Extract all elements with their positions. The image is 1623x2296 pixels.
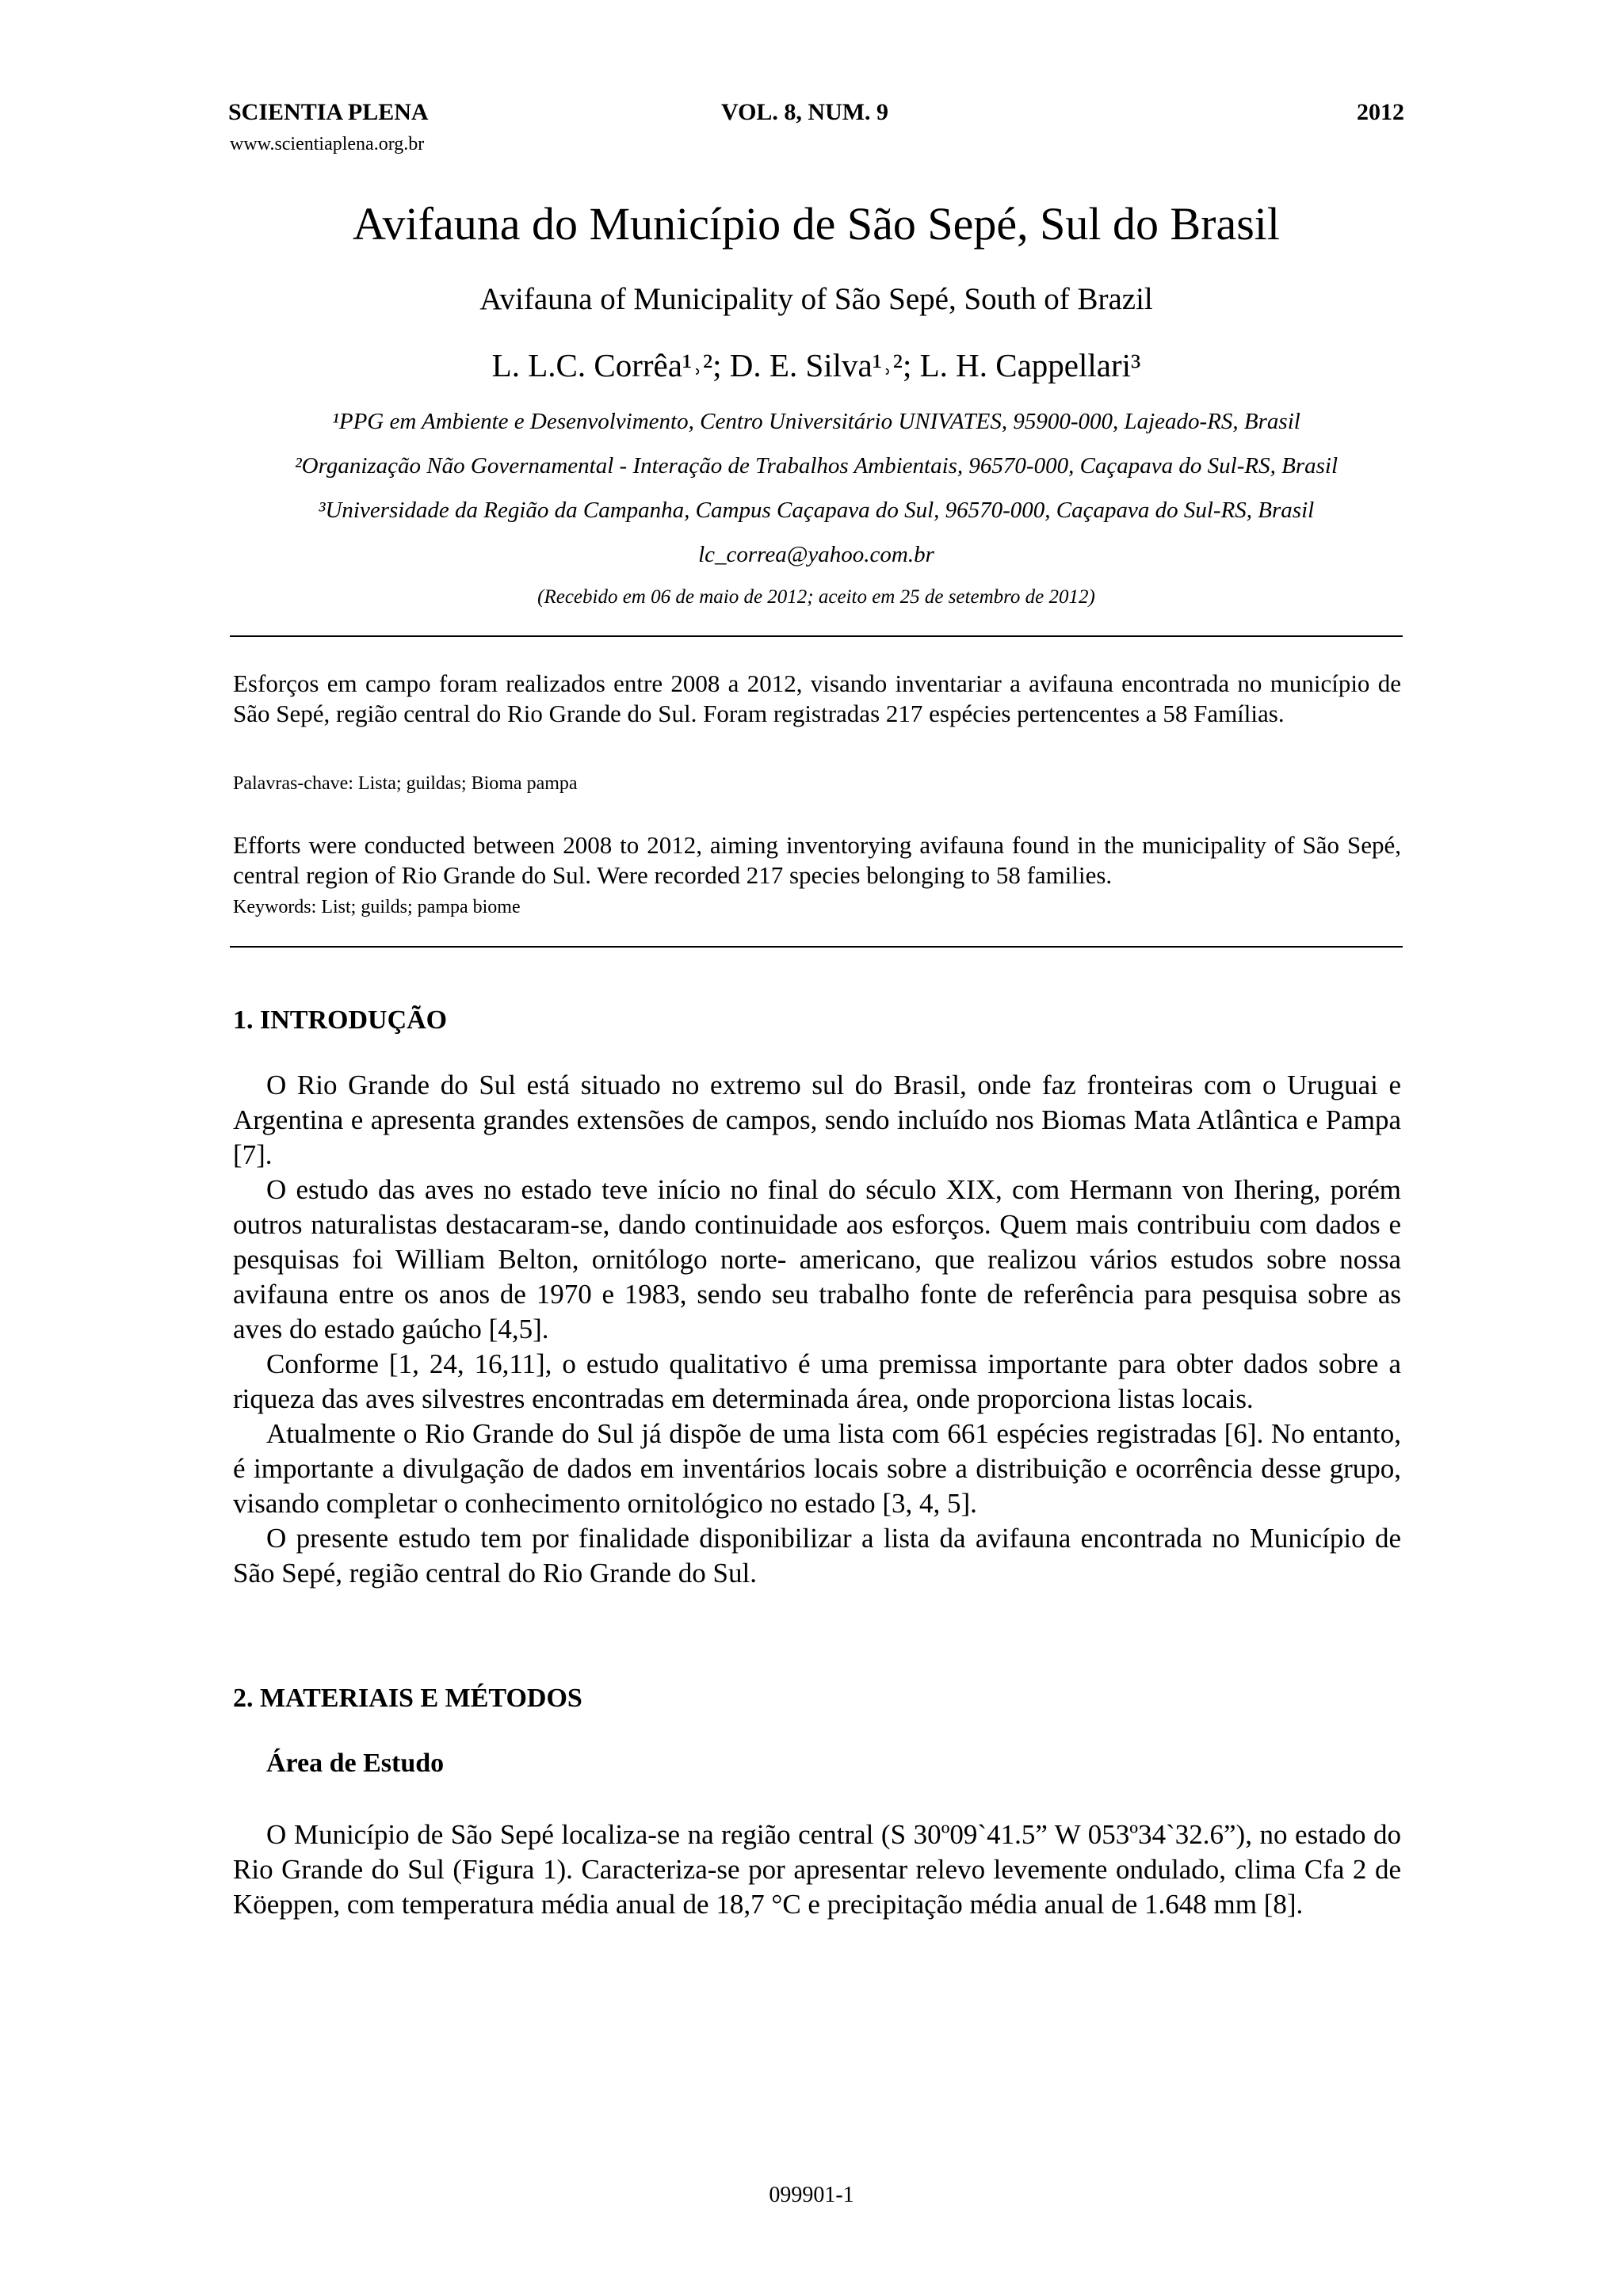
abstract-english: Efforts were conducted between 2008 to 2012, aiming inventorying avifauna found in the municipality of São Sepé, central region of Rio Grande do Sul. Were recorded 217 species belonging to 58 families. [233, 831, 1401, 889]
keywords-portuguese: Palavras-chave: Lista; guildas; Bioma pampa [233, 773, 578, 794]
affiliation-2: ²Organização Não Governamental - Interação de Trabalhos Ambientais, 96570-000, Caçapava do Sul-RS, Brasil [294, 453, 1338, 479]
introduction-paragraph: Atualmente o Rio Grande do Sul já dispõe de uma lista com 661 espécies registradas [6]. No entanto, é importante a divulgação de dados em inventários locais sobre a distribuição e ocorrência desse grupo, visando completar o conhecimento ornitológico no estado [3, 4, 5]. [233, 1418, 1401, 1519]
abstract-portuguese: Esforços em campo foram realizados entre 2008 a 2012, visando inventariar a avifauna encontrada no município de São Sepé, região central do Rio Grande do Sul. Foram registradas 217 espécies pertencentes a 58 Famílias. [233, 669, 1401, 727]
journal-url[interactable]: www.scientiaplena.org.br [230, 134, 425, 154]
introduction-paragraph: O presente estudo tem por finalidade disponibilizar a lista da avifauna encontrada no Município de São Sepé, região central do Rio Grande do Sul. [233, 1523, 1401, 1589]
introduction-paragraph: O estudo das aves no estado teve início no final do século XIX, com Hermann von Ihering, porém outros naturalistas destacaram-se, dando continuidade aos esforços. Quem mais contribuiu com dados e pesquisas foi William Belton, ornitólogo norte- americano, que realizou vários estudos sobre nossa avifauna entre os anos de 1970 e 1983, sendo seu trabalho fonte de referência para pesquisa sobre as aves do estado gaúcho [4,5]. [233, 1174, 1401, 1344]
page-number: 099901-1 [769, 2183, 854, 2207]
bottom-divider [230, 946, 1403, 948]
affiliation-1: ¹PPG em Ambiente e Desenvolvimento, Centro Universitário UNIVATES, 95900-000, Lajeado-RS, Brasil [332, 409, 1300, 434]
affiliation-3: ³Universidade da Região da Campanha, Campus Caçapava do Sul, 96570-000, Caçapava do Sul-RS, Brasil [318, 498, 1315, 523]
subsection-heading-study-area: Área de Estudo [266, 1749, 445, 1778]
section-heading-methods: 2. MATERIAIS E MÉTODOS [233, 1684, 582, 1713]
section-heading-introduction: 1. INTRODUÇÃO [233, 1005, 448, 1035]
volume-number: VOL. 8, NUM. 9 [721, 99, 889, 125]
publication-year: 2012 [1357, 99, 1404, 125]
introduction-paragraph: Conforme [1, 24, 16,11], o estudo qualitativo é uma premissa importante para obter dados sobre a riqueza das aves silvestres encontradas em determinada área, onde proporciona listas locais. [233, 1348, 1401, 1414]
keywords-english: Keywords: List; guilds; pampa biome [233, 897, 521, 917]
paper-subtitle-english: Avifauna of Municipality of São Sepé, South of Brazil [479, 282, 1153, 316]
corresponding-email[interactable]: lc_correa@yahoo.com.br [698, 542, 934, 567]
author-list: L. L.C. Corrêa¹˒²; D. E. Silva¹˒²; L. H. Cappellari³ [491, 347, 1141, 383]
introduction-body [233, 1068, 1401, 1591]
paper-title: Avifauna do Município de São Sepé, Sul do Brasil [352, 198, 1281, 250]
received-accepted-dates: (Recebido em 06 de maio de 2012; aceito em 25 de setembro de 2012) [537, 586, 1095, 608]
introduction-paragraph: O Rio Grande do Sul está situado no extremo sul do Brasil, onde faz fronteiras com o Uruguai e Argentina e apresenta grandes extensões de campos, sendo incluído nos Biomas Mata Atlântica e Pampa [7]. [233, 1070, 1401, 1170]
top-divider [230, 635, 1403, 637]
study-area-paragraph: O Município de São Sepé localiza-se na região central (S 30º09`41.5” W 053º34`32.6”), no estado do Rio Grande do Sul (Figura 1). Caracteriza-se por apresentar relevo levemente ondulado, clima Cfa 2 de Köeppen, com temperatura média anual de 18,7 °C e precipitação média anual de 1.648 mm [8]. [233, 1819, 1401, 1920]
journal-name: SCIENTIA PLENA [228, 99, 429, 125]
study-area-body [233, 1817, 1401, 1922]
